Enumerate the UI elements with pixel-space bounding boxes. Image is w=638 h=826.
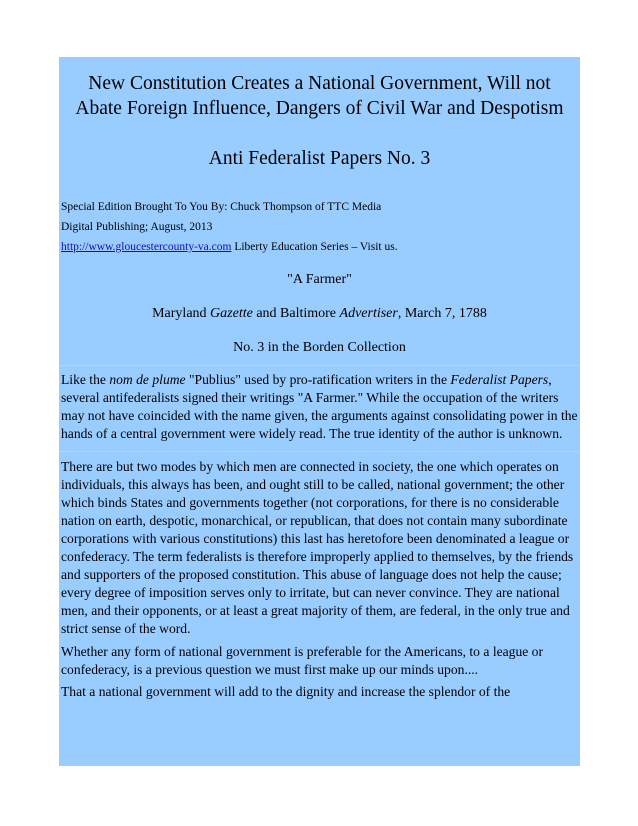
intro-federalist-papers: Federalist Papers — [450, 372, 549, 387]
edition-line-2: Digital Publishing; August, 2013 — [61, 221, 213, 233]
body-paragraph: Whether any form of national government is preferable for the Americans, to a league or confederacy, is a previous question we must first make up our minds upon.... — [61, 644, 544, 677]
document-subtitle: Anti Federalist Papers No. 3 — [208, 148, 431, 169]
intro-text-3: , several antifederalists signed their writings "A Farmer." While the occupation of the writers may not have coincided with the name given, the arguments against consolidating power in the hands of a central government were widely read. The true identity of the author is unknown. — [61, 372, 578, 441]
document-page — [59, 57, 580, 766]
document-title: New Constitution Creates a National Government, Will not Abate Foreign Influence, Dangers of Civil War and Despotism — [75, 73, 564, 119]
body-paragraph: That a national government will add to the dignity and increase the splendor of the — [61, 684, 511, 699]
publication-pre: Maryland — [152, 306, 211, 321]
collection-line: No. 3 in the Borden Collection — [233, 340, 406, 355]
publication-mid: and Baltimore — [252, 306, 340, 321]
edition-line-3 — [61, 237, 580, 257]
publication-post: , March 7, 1788 — [397, 306, 487, 321]
edition-info — [59, 197, 580, 257]
divider — [59, 451, 580, 452]
author-pseudonym: "A Farmer" — [287, 272, 352, 287]
intro-text-1: Like the — [61, 372, 110, 387]
website-link[interactable]: http://www.gloucestercounty-va.com — [61, 241, 232, 253]
edition-line-1: Special Edition Brought To You By: Chuck Thompson of TTC Media — [61, 201, 382, 213]
publication-advertiser: Advertiser — [339, 306, 398, 321]
series-text: Liberty Education Series – Visit us. — [231, 241, 398, 253]
intro-text-2: "Publius" used by pro-ratification writers in the — [185, 372, 451, 387]
publication-line — [59, 305, 580, 323]
body-paragraph: There are but two modes by which men are connected in society, the one which operates on individuals, this always has been, and ought still to be called, national government; the other which binds States and governments together (not corporations, for there is no considerable nation on earth, despotic, monarchical, or republican, that does not contain many subordinate corporations with various constitutions) this last has heretofore been denominated a league or confederacy. The term federalists is therefore improperly applied to themselves, by the friends and supporters of the proposed constitution. This abuse of language does not help the cause; every degree of imposition serves only to irritate, but can never convince. They are national men, and their opponents, or at least a great majority of them, are federal, in the only true and strict sense of the word. — [61, 459, 574, 636]
intro-nom-de-plume: nom de plume — [109, 372, 186, 387]
divider — [59, 365, 580, 366]
intro-paragraph — [59, 371, 580, 443]
publication-gazette: Gazette — [210, 306, 253, 321]
